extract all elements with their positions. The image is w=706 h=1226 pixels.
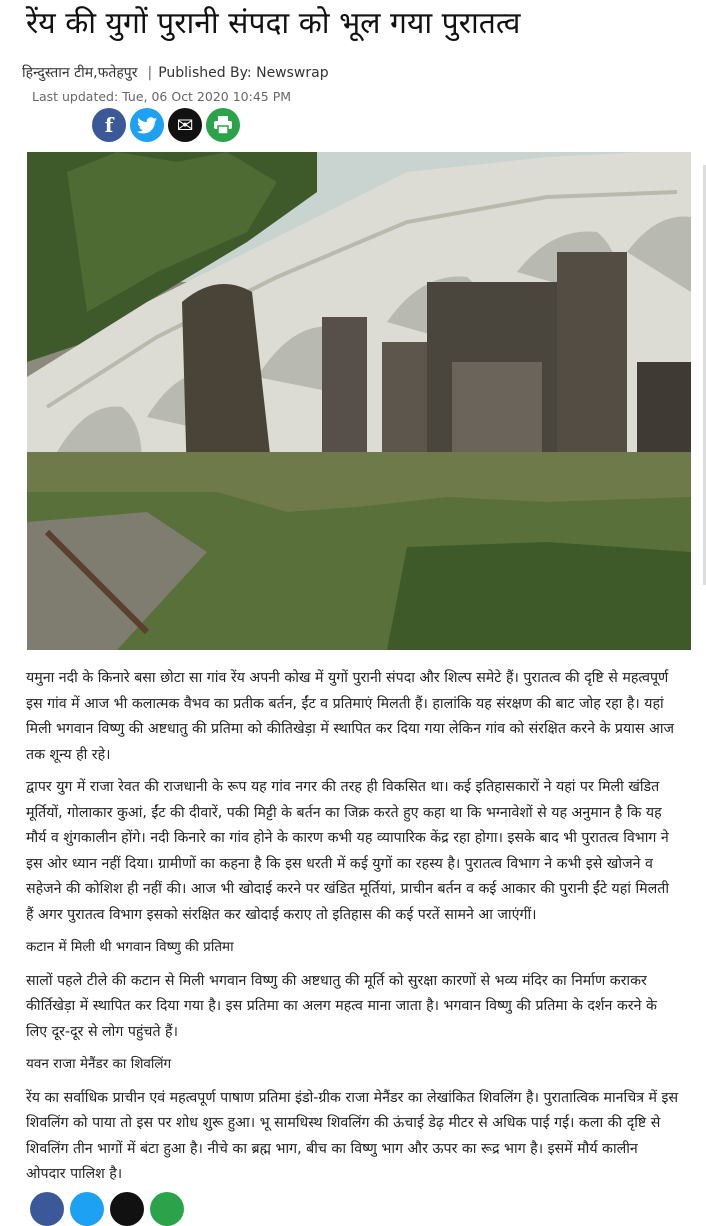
twitter-icon	[137, 117, 157, 134]
email-share-button[interactable]	[168, 108, 202, 142]
envelope-icon-bottom[interactable]	[110, 1192, 144, 1226]
twitter-icon-bottom[interactable]	[70, 1192, 104, 1226]
published-by: Published By: Newswrap	[158, 65, 329, 81]
byline	[22, 63, 329, 82]
subheading-shivling: यवन राजा मेनैंडर का शिवलिंग	[26, 1056, 172, 1072]
print-button[interactable]	[206, 108, 240, 142]
article-photo	[27, 152, 691, 650]
last-updated: Last updated: Tue, 06 Oct 2020 10:45 PM	[32, 89, 292, 104]
author-name[interactable]: हिन्दुस्तान टीम,फतेहपुर	[22, 65, 138, 81]
subheading-vishnu-idol: कटान में मिली थी भगवान विष्णु की प्रतिमा	[26, 939, 234, 955]
envelope-icon: ✉	[176, 113, 194, 137]
article-body	[26, 666, 680, 1195]
facebook-icon: f	[104, 113, 114, 137]
printer-icon	[213, 116, 233, 134]
facebook-icon-bottom[interactable]	[30, 1192, 64, 1226]
byline-separator: |	[147, 65, 153, 81]
paragraph-2: द्वापर युग में राजा रेवत की राजधानी के रूप यह गांव नगर की तरह ही विकसित था। कई इतिहासकारों ने यहां पर मिली खंडित मूर्तियों, गोलाकार कुआं, ईंट की दीवारें, पकी मिट्टी के बर्तन का जिक्र करते हुए कहा था कि भग्नावेशों से यह अनुमान है कि यह मौर्य व शुंगकालीन होंगे। नदी किनारे का गांव होने के कारण कभी यह व्यापारिक केंद्र रहा होगा। इसके बाद भी पुरातत्व विभाग ने इस ओर ध्यान नहीं दिया। ग्रामीणों का कहना है कि इस धरती में कई युगों का रहस्य है। पुरातत्व विभाग ने कभी इसे खोजने व सहेजने की कोशिश ही नहीं की। आज भी खोदाई करने पर खंडित मूर्तियां, प्राचीन बर्तन व कई आकार की पुरानी ईंटे यहां मिलती हैं अगर पुरातत्व विभाग इसको संरक्षित कर खोदाई कराए तो इतिहास की कई परतें सामने आ जाएंगीं।	[26, 779, 670, 923]
printer-icon-bottom[interactable]	[150, 1192, 184, 1226]
twitter-share-button[interactable]	[130, 108, 164, 142]
facebook-share-button[interactable]	[92, 108, 126, 142]
paragraph-1: यमुना नदी के किनारे बसा छोटा सा गांव रेंय अपनी कोख में युगों पुरानी संपदा और शिल्प समेटे हैं। पुरातत्व की दृष्टि से महत्वपूर्ण इस गांव में आज भी कलात्मक वैभव का प्रतीक बर्तन, ईंट व प्रतिमाएं मिलती हैं। हालांकि यह संरक्षण की बाट जोह रहा है। यहां मिली भगवान विष्णु की अष्टधातु की प्रतिमा को कीतिखेड़ा में स्थापित कर दिया गया लेकिन गांव को संरक्षित करने के प्रयास आज तक शून्य ही रहे।	[26, 670, 675, 763]
article-headline: रेंय की युगों पुरानी संपदा को भूल गया पुरातत्व	[26, 6, 521, 41]
share-bar	[92, 108, 240, 142]
paragraph-3: सालों पहले टीले की कटान से मिली भगवान विष्णु की अष्टधातु की मूर्ति को सुरक्षा कारणों से भव्य मंदिर का निर्माण कराकर कीर्तिखेड़ा में स्थापित कर दिया गया है। इस प्रतिमा का अलग महत्व माना जाता है। भगवान विष्णु की प्रतिमा के दर्शन करने के लिए दूर-दूर से लोग पहुंचते हैं।	[26, 972, 657, 1040]
bottom-share-bar	[30, 1192, 184, 1226]
paragraph-4: रेंय का सर्वाधिक प्राचीन एवं महत्वपूर्ण पाषाण प्रतिमा इंडो-ग्रीक राजा मेनैंडर का लेखांकित शिवलिंग है। पुरातात्विक मानचित्र में इस शिवलिंग को पाया तो इस पर शोध शुरू हुआ। भू सामधिस्थ शिवलिंग की ऊंचाई डेढ़ मीटर से अधिक पाई गई। कला की दृष्टि से शिवलिंग तीन भागों में बंटा हुआ है। नीचे का ब्रह्म भाग, बीच का विष्णु भाग और ऊपर का रूद्र भाग है। इसमें मौर्य कालीन ओपदार पालिश है।	[26, 1089, 679, 1182]
